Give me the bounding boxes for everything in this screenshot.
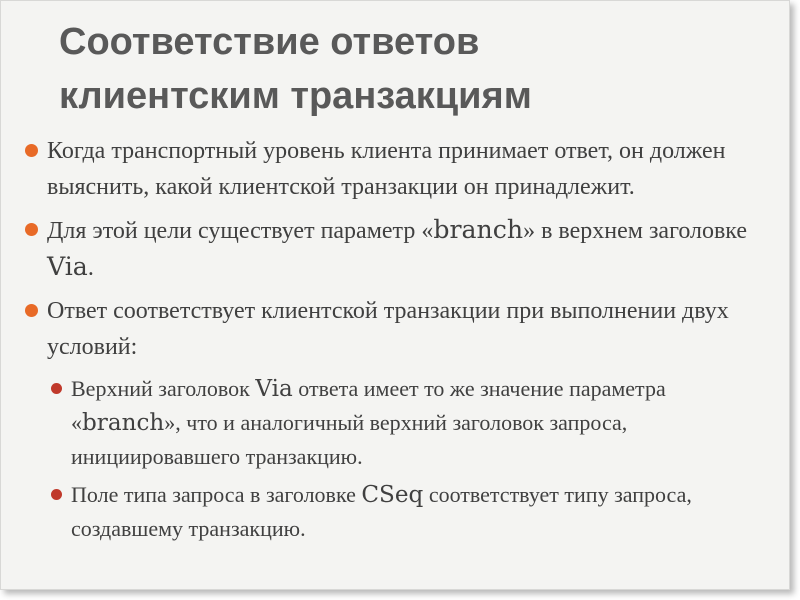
slide-title-line-1: Соответствие ответов [59, 21, 480, 63]
bullet-item [23, 212, 773, 286]
code-term-via: Via [255, 376, 293, 402]
bullet-dot-icon [25, 223, 38, 236]
sub-bullet-text: ответа имеет то же значение параметра « [71, 376, 666, 435]
bullet-text: . [87, 255, 94, 281]
slide-content [23, 133, 773, 550]
sub-bullet-text: Верхний заголовок [71, 376, 256, 401]
bullet-text: Ответ соответствует клиентской транзакции при выполнении двух условий: [47, 298, 729, 360]
bullet-dot-icon [25, 304, 38, 317]
sub-bullet-item [23, 478, 773, 545]
slide-title [59, 15, 759, 123]
sub-bullet-text: соответствует типу запроса, создавшему транзакцию. [71, 482, 692, 541]
bullet-dot-icon [25, 144, 38, 157]
sub-bullet-dot-icon [51, 383, 62, 394]
code-term-via: Via [47, 252, 88, 281]
bullet-text: Для этой цели существует параметр « [47, 218, 434, 244]
code-term-branch: branch [433, 215, 524, 244]
sub-bullet-dot-icon [51, 489, 62, 500]
slide-title-line-2: клиентским транзакциям [59, 75, 532, 117]
bullet-text: » в верхнем заголовке [523, 218, 748, 244]
bullet-text: Когда транспортный уровень клиента принимает ответ, он должен выяснить, какой клиентской транзакции он принадлежит. [47, 138, 726, 200]
sub-bullet-text: Поле типа запроса в заголовке [71, 482, 362, 507]
code-term-branch: branch [82, 410, 165, 436]
sub-bullet-text: », что и аналогичный верхний заголовок запроса, инициировавшего транзакцию. [71, 410, 628, 469]
bullet-item [23, 293, 773, 365]
bullet-item [23, 133, 773, 205]
code-term-cseq: CSeq [361, 482, 424, 508]
sub-bullet-item [23, 372, 773, 473]
